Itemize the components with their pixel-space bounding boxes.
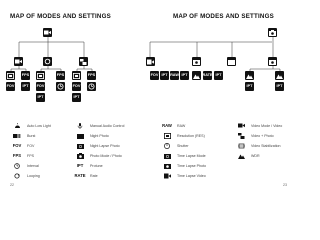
legend-item (75, 162, 103, 169)
protune-icon: IPT (36, 93, 45, 102)
video-mode-icon (43, 28, 52, 37)
resolution-icon (36, 71, 45, 80)
video-photo-icon (236, 133, 246, 139)
fov-icon: FOV (150, 71, 159, 80)
resolution-icon (72, 71, 81, 80)
legend-item (12, 152, 34, 159)
protune-icon: IPT (72, 93, 81, 102)
rate-icon: RATE (74, 173, 86, 178)
page-number: 23 (283, 183, 287, 187)
night-lapse-photo-icon (227, 57, 236, 66)
legend-label: Rate (90, 173, 98, 178)
video-icon (14, 57, 23, 66)
legend-label: Video Stabilization (251, 143, 281, 148)
legend-label: Video Mode / Video (251, 123, 283, 128)
video-stabilization-icon (236, 143, 246, 149)
legend-item (12, 162, 39, 169)
legend-label: Interval (27, 163, 39, 168)
protune-icon: IPT (275, 82, 284, 91)
manual-audio-control-icon (75, 123, 85, 129)
right-page-title: MAP OF MODES AND SETTINGS (173, 13, 274, 20)
looping-icon (43, 57, 52, 66)
legend-item (75, 132, 109, 139)
left-page-title: MAP OF MODES AND SETTINGS (10, 13, 111, 20)
photo-mode-photo-icon (75, 153, 85, 159)
legend-label: Manual Audio Control (90, 123, 125, 128)
right-tree-lines (150, 0, 300, 120)
legend-label: Shutter (177, 143, 189, 148)
resolution-icon (162, 133, 172, 139)
legend-item (75, 122, 124, 129)
video-photo-icon (79, 57, 88, 66)
fps-icon: FPS (87, 71, 96, 80)
raw-icon: RAW (162, 123, 172, 128)
legend-label: Resolution (RES) (177, 133, 205, 138)
protune-icon: IPT (21, 82, 30, 91)
legend-label: Looping (27, 173, 40, 178)
legend-label: Time Lapse Photo (177, 163, 207, 168)
burst-icon (12, 133, 22, 139)
legend-item (236, 152, 260, 159)
resolution-icon (6, 71, 15, 80)
time-lapse-video-icon (146, 57, 155, 66)
protune-icon: IPT (160, 71, 169, 80)
legend-item (12, 122, 51, 129)
looping-icon (12, 173, 22, 179)
legend-item (75, 172, 98, 179)
time-lapse-photo-icon (162, 163, 172, 169)
protune-icon: IPT (245, 82, 254, 91)
raw-icon: RAW (170, 71, 179, 80)
legend-label: Time Lapse Video (177, 173, 206, 178)
fov-icon: FOV (36, 82, 45, 91)
legend-item (162, 172, 206, 179)
legend-label: Burst (27, 133, 36, 138)
photo-mode-icon (268, 28, 277, 37)
auto-low-light-icon (12, 123, 22, 129)
fps-icon: FPS (12, 153, 22, 158)
wdr-icon (275, 71, 284, 80)
legend-label: FPS (27, 153, 34, 158)
legend-item (162, 162, 206, 169)
photo-icon (268, 57, 277, 66)
rate-icon: RATE (203, 71, 212, 80)
time-lapse-video-icon (162, 173, 172, 179)
legend-item (162, 152, 206, 159)
fov-icon: FOV (12, 143, 22, 148)
legend-item (162, 132, 205, 139)
legend-label: FOV (27, 143, 35, 148)
legend-item (75, 152, 122, 159)
legend-item (75, 142, 120, 149)
fov-icon: FOV (6, 82, 15, 91)
legend-label: Night Lapse Photo (90, 143, 120, 148)
fps-icon: FPS (21, 71, 30, 80)
legend-item (162, 142, 189, 149)
time-lapse-photo-icon (192, 57, 201, 66)
wdr-icon (245, 71, 254, 80)
right-page (150, 0, 300, 194)
legend-item (12, 142, 34, 149)
time-lapse-mode-icon (162, 153, 172, 159)
protune-icon: IPT (180, 71, 189, 80)
legend-item (236, 122, 282, 129)
legend-label: Protune (90, 163, 103, 168)
legend-item (236, 132, 274, 139)
page-number: 22 (10, 183, 14, 187)
fps-icon: FPS (56, 71, 65, 80)
interval-icon (56, 82, 65, 91)
legend-label: Video + Photo (251, 133, 274, 138)
legend-label: Night Photo (90, 133, 109, 138)
shutter-icon (162, 143, 172, 149)
wdr-icon (192, 71, 201, 80)
legend-item (162, 122, 185, 129)
night-lapse-photo-icon (75, 143, 85, 149)
fov-icon: FOV (72, 82, 81, 91)
interval-icon (12, 163, 22, 169)
legend-item (12, 132, 35, 139)
legend-label: Photo Mode / Photo (90, 153, 122, 158)
legend-label: RAW (177, 123, 186, 128)
video-mode-video-icon (236, 123, 246, 129)
legend-label: Auto Low Light (27, 123, 51, 128)
protune-icon: IPT (76, 163, 84, 168)
wdr-icon (236, 153, 246, 159)
legend-label: WDR (251, 153, 260, 158)
legend-item (236, 142, 281, 149)
night-photo-icon (75, 133, 85, 139)
interval-icon (87, 82, 96, 91)
legend-label: Time Lapse Mode (177, 153, 206, 158)
left-page (0, 0, 150, 194)
protune-icon: IPT (214, 71, 223, 80)
legend-item (12, 172, 40, 179)
